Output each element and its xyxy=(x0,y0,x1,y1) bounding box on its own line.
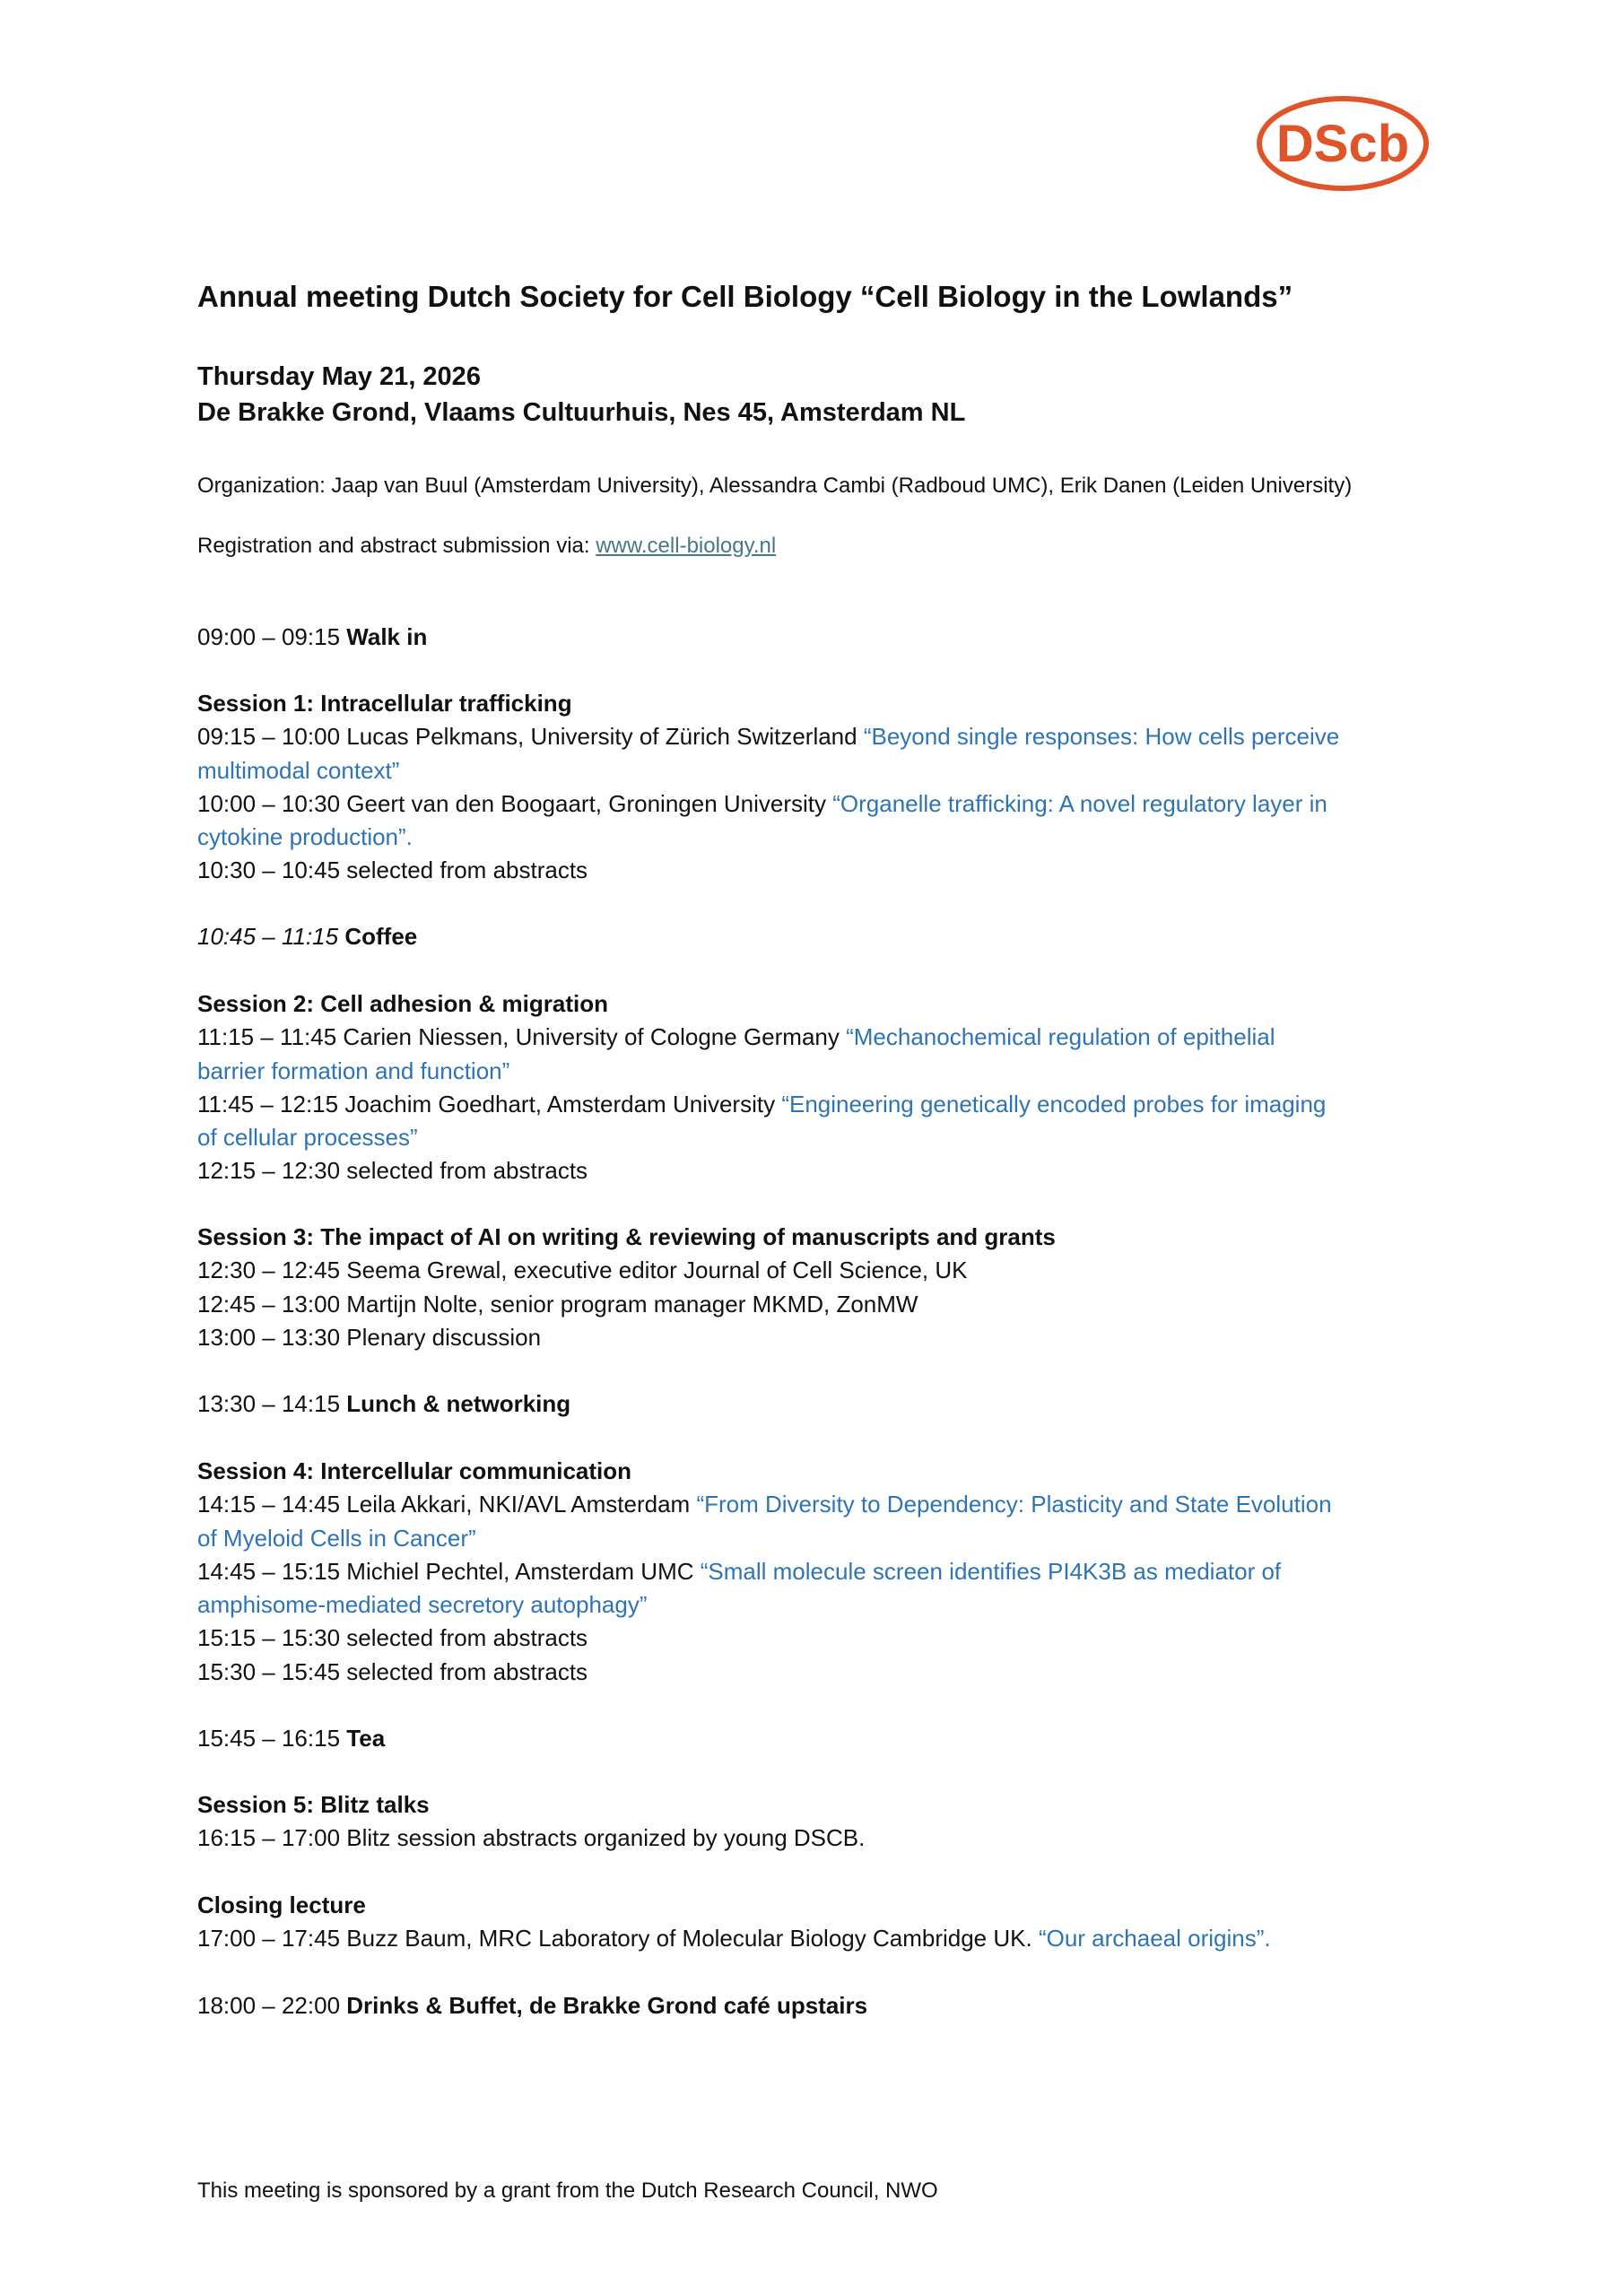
item-time: 11:15 – 11:45 xyxy=(197,1023,337,1051)
item-speaker: Plenary discussion xyxy=(346,1323,542,1351)
schedule-item xyxy=(197,787,1435,821)
item-time: 14:45 – 15:15 xyxy=(197,1557,341,1585)
talk-title: “From Diversity to Dependency: Plasticity and State Evolution xyxy=(696,1491,1332,1518)
sponsor-footer: This meeting is sponsored by a grant from the Dutch Research Council, NWO xyxy=(197,2179,938,2203)
session-3 xyxy=(197,1221,1435,1354)
organization: Organization: Jaap van Buul (Amsterdam University), Alessandra Cambi (Radboud UMC), Erik Danen (Leiden University) xyxy=(197,474,1353,498)
item-speaker: Leila Akkari, NKI/AVL Amsterdam xyxy=(346,1491,691,1518)
drinks-time: 18:00 – 22:00 xyxy=(197,1992,341,2019)
item-speaker: selected from abstracts xyxy=(346,1157,588,1185)
drinks-label: Drinks & Buffet, de Brakke Grond café upstairs xyxy=(346,1992,868,2019)
talk-title: “Mechanochemical regulation of epithelial xyxy=(846,1023,1275,1051)
schedule-item xyxy=(197,1088,1435,1121)
talk-title-cont: amphisome-mediated secretory autophagy” xyxy=(197,1591,648,1619)
dscb-logo xyxy=(1256,94,1431,195)
session-4 xyxy=(197,1455,1435,1689)
item-time: 13:00 – 13:30 xyxy=(197,1323,341,1351)
registration xyxy=(197,529,776,562)
lunch-time: 13:30 – 14:15 xyxy=(197,1390,341,1417)
session-heading: Closing lecture xyxy=(197,1892,366,1918)
item-speaker: selected from abstracts xyxy=(346,1624,588,1652)
session-heading: Session 4: Intercellular communication xyxy=(197,1457,632,1484)
session-heading: Session 1: Intracellular trafficking xyxy=(197,690,572,717)
item-time: 10:30 – 10:45 xyxy=(197,857,341,884)
schedule-item xyxy=(197,1622,1435,1655)
item-time: 15:15 – 15:30 xyxy=(197,1624,341,1652)
lunch-break xyxy=(197,1387,1435,1421)
tea-break xyxy=(197,1722,1435,1755)
schedule-item xyxy=(197,854,1435,887)
item-speaker: Seema Grewal, executive editor Journal of Cell Science, UK xyxy=(346,1257,968,1284)
walk-in xyxy=(197,621,1435,654)
session-5 xyxy=(197,1788,1435,1856)
schedule-item xyxy=(197,1922,1435,1955)
talk-title-cont: cytokine production”. xyxy=(197,823,413,851)
talk-title: “Organelle trafficking: A novel regulatory layer in xyxy=(832,789,1327,817)
item-time: 11:45 – 12:15 xyxy=(197,1090,339,1118)
schedule-item xyxy=(197,1154,1435,1187)
event-date: Thursday May 21, 2026 xyxy=(197,362,481,391)
session-2 xyxy=(197,987,1435,1188)
logo-text: DScb xyxy=(1275,115,1410,173)
item-time: 09:15 – 10:00 xyxy=(197,723,341,751)
item-time: 12:15 – 12:30 xyxy=(197,1157,341,1185)
item-speaker: Martijn Nolte, senior program manager MKMD, ZonMW xyxy=(346,1290,918,1318)
talk-title-cont: of cellular processes” xyxy=(197,1124,418,1152)
item-speaker: Geert van den Boogaart, Groningen University xyxy=(346,789,827,817)
item-time: 12:30 – 12:45 xyxy=(197,1257,341,1284)
session-heading: Session 5: Blitz talks xyxy=(197,1791,430,1818)
session-heading: Session 2: Cell adhesion & migration xyxy=(197,990,608,1017)
item-time: 17:00 – 17:45 xyxy=(197,1925,341,1952)
item-speaker: Buzz Baum, MRC Laboratory of Molecular Biology Cambridge UK. xyxy=(346,1925,1032,1952)
coffee-label: Coffee xyxy=(344,923,418,950)
session-1 xyxy=(197,687,1435,888)
schedule-item xyxy=(197,720,1435,753)
talk-title: “Beyond single responses: How cells perceive xyxy=(863,723,1340,751)
closing-lecture xyxy=(197,1889,1435,1956)
item-speaker: selected from abstracts xyxy=(346,1657,588,1685)
item-speaker: Carien Niessen, University of Cologne Germany xyxy=(343,1023,840,1051)
drinks-buffet xyxy=(197,1989,1435,2022)
talk-title: “Our archaeal origins”. xyxy=(1038,1925,1271,1952)
schedule-item xyxy=(197,1254,1435,1287)
session-heading: Session 3: The impact of AI on writing & reviewing of manuscripts and grants xyxy=(197,1223,1056,1250)
talk-title-cont: barrier formation and function” xyxy=(197,1057,510,1084)
schedule-item xyxy=(197,1822,1435,1855)
schedule-item xyxy=(197,1321,1435,1354)
schedule-item xyxy=(197,1656,1435,1689)
coffee-break xyxy=(197,920,1435,953)
item-time: 12:45 – 13:00 xyxy=(197,1290,341,1318)
lunch-label: Lunch & networking xyxy=(346,1390,571,1417)
talk-title-cont: multimodal context” xyxy=(197,756,400,784)
walk-in-label: Walk in xyxy=(346,623,428,650)
registration-link[interactable]: www.cell-biology.nl xyxy=(596,534,777,558)
item-time: 14:15 – 14:45 xyxy=(197,1491,341,1518)
schedule-item xyxy=(197,1288,1435,1321)
item-speaker: Blitz session abstracts organized by young DSCB. xyxy=(346,1824,866,1852)
item-time: 15:30 – 15:45 xyxy=(197,1657,341,1685)
item-speaker: Michiel Pechtel, Amsterdam UMC xyxy=(346,1557,694,1585)
talk-title-cont: of Myeloid Cells in Cancer” xyxy=(197,1524,476,1552)
item-speaker: Joachim Goedhart, Amsterdam University xyxy=(344,1090,776,1118)
talk-title: “Engineering genetically encoded probes for imaging xyxy=(781,1090,1327,1118)
schedule-item xyxy=(197,1555,1435,1588)
page-title: Annual meeting Dutch Society for Cell Biology “Cell Biology in the Lowlands” xyxy=(197,280,1293,313)
coffee-time: 10:45 – 11:15 xyxy=(197,923,339,950)
walk-in-time: 09:00 – 09:15 xyxy=(197,623,341,650)
schedule-item xyxy=(197,1021,1435,1054)
item-speaker: selected from abstracts xyxy=(346,857,588,884)
event-venue: De Brakke Grond, Vlaams Cultuurhuis, Nes 45, Amsterdam NL xyxy=(197,398,966,427)
tea-time: 15:45 – 16:15 xyxy=(197,1725,341,1752)
item-speaker: Lucas Pelkmans, University of Zürich Switzerland xyxy=(346,723,857,751)
registration-label: Registration and abstract submission via: xyxy=(197,534,596,558)
item-time: 10:00 – 10:30 xyxy=(197,789,341,817)
tea-label: Tea xyxy=(346,1725,386,1752)
schedule-item xyxy=(197,1488,1435,1521)
talk-title: “Small molecule screen identifies PI4K3B as mediator of xyxy=(700,1557,1282,1585)
item-time: 16:15 – 17:00 xyxy=(197,1824,341,1852)
